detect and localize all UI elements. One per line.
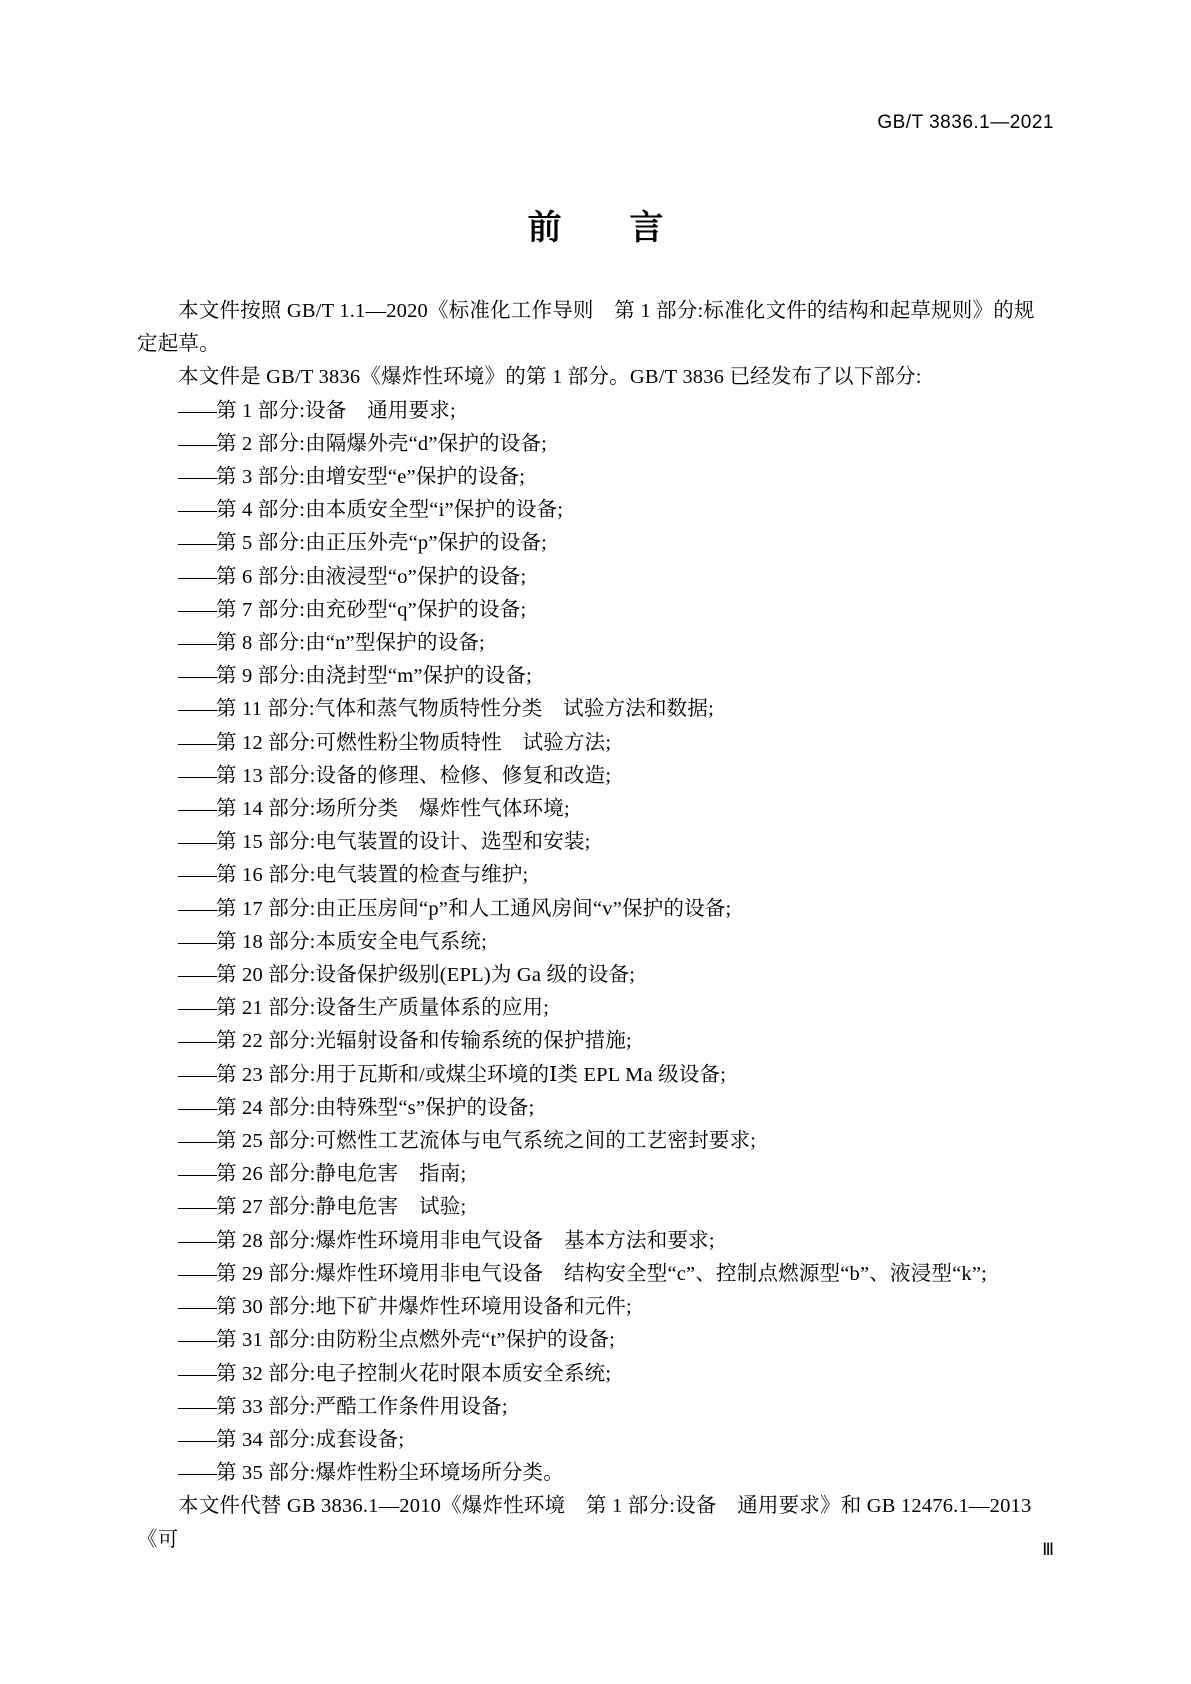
list-item xyxy=(137,594,1055,627)
list-item-label: 第 12 部分:可燃性粉尘物质特性 试验方法; xyxy=(216,731,612,754)
list-item xyxy=(137,627,1055,660)
list-dash: —— xyxy=(178,864,215,887)
list-dash: —— xyxy=(178,532,215,555)
list-item-label: 第 33 部分:严酷工作条件用设备; xyxy=(216,1395,508,1418)
list-dash: —— xyxy=(178,466,215,489)
list-dash: —— xyxy=(178,632,215,655)
list-item-label: 第 18 部分:本质安全电气系统; xyxy=(216,930,488,953)
list-dash: —— xyxy=(178,1130,215,1153)
list-dash: —— xyxy=(178,565,215,588)
list-item xyxy=(137,1025,1055,1058)
list-item xyxy=(137,693,1055,726)
list-dash: —— xyxy=(178,598,215,621)
list-item-label: 第 15 部分:电气装置的设计、选型和安装; xyxy=(216,831,591,854)
list-dash: —— xyxy=(178,1229,215,1252)
list-item xyxy=(137,561,1055,594)
list-item xyxy=(137,959,1055,992)
list-item xyxy=(137,1191,1055,1224)
paragraph-parts-intro: 本文件是 GB/T 3836《爆炸性环境》的第 1 部分。GB/T 3836 已经发布了以下部分: xyxy=(178,366,922,389)
list-item-label: 第 9 部分:由浇封型“m”保护的设备; xyxy=(216,665,533,688)
list-dash: —— xyxy=(178,1163,215,1186)
list-item-label: 第 1 部分:设备 通用要求; xyxy=(216,399,456,422)
list-dash: —— xyxy=(178,1030,215,1053)
page-header-standard-code: GB/T 3836.1—2021 xyxy=(877,112,1054,133)
list-item xyxy=(137,660,1055,693)
page-number: Ⅲ xyxy=(1042,1540,1054,1559)
list-item-label: 第 34 部分:成套设备; xyxy=(216,1428,405,1451)
list-dash: —— xyxy=(178,930,215,953)
list-dash: —— xyxy=(178,432,215,455)
list-item-label: 第 26 部分:静电危害 指南; xyxy=(216,1163,467,1186)
list-item xyxy=(137,859,1055,892)
list-item xyxy=(137,727,1055,760)
list-item xyxy=(137,461,1055,494)
list-dash: —— xyxy=(178,499,215,522)
list-item-label: 第 14 部分:场所分类 爆炸性气体环境; xyxy=(216,798,570,821)
list-item xyxy=(137,395,1055,428)
list-item-label: 第 24 部分:由特殊型“s”保护的设备; xyxy=(216,1096,535,1119)
list-item xyxy=(137,893,1055,926)
list-item-label: 第 30 部分:地下矿井爆炸性环境用设备和元件; xyxy=(216,1296,632,1319)
list-item-label: 第 8 部分:由“n”型保护的设备; xyxy=(216,632,485,655)
list-item xyxy=(137,1324,1055,1357)
list-dash: —— xyxy=(178,831,215,854)
list-dash: —— xyxy=(178,1462,215,1485)
list-item-label: 第 17 部分:由正压房间“p”和人工通风房间“v”保护的设备; xyxy=(216,897,732,920)
list-item xyxy=(137,1457,1055,1490)
list-item xyxy=(137,1358,1055,1391)
list-item xyxy=(137,1258,1055,1291)
list-item-label: 第 25 部分:可燃性工艺流体与电气系统之间的工艺密封要求; xyxy=(216,1130,757,1153)
list-item xyxy=(137,760,1055,793)
foreword-content xyxy=(137,295,1055,1557)
list-item xyxy=(137,1125,1055,1158)
list-dash: —— xyxy=(178,1428,215,1451)
list-dash: —— xyxy=(178,897,215,920)
list-item xyxy=(137,826,1055,859)
list-item-label: 第 31 部分:由防粉尘点燃外壳“t”保护的设备; xyxy=(216,1329,616,1352)
list-item xyxy=(137,527,1055,560)
list-item xyxy=(137,1291,1055,1324)
list-item xyxy=(137,1158,1055,1191)
list-item xyxy=(137,926,1055,959)
list-item-label: 第 7 部分:由充砂型“q”保护的设备; xyxy=(216,598,527,621)
list-item-label: 第 16 部分:电气装置的检查与维护; xyxy=(216,864,529,887)
list-dash: —— xyxy=(178,798,215,821)
paragraph-scope-basis: 本文件按照 GB/T 1.1—2020《标准化工作导则 第 1 部分:标准化文件的结构和起草规则》的规定起草。 xyxy=(137,300,1035,356)
list-dash: —— xyxy=(178,1096,215,1119)
list-dash: —— xyxy=(178,1262,215,1285)
list-dash: —— xyxy=(178,665,215,688)
list-dash: —— xyxy=(178,997,215,1020)
list-dash: —— xyxy=(178,1329,215,1352)
list-item-label: 第 13 部分:设备的修理、检修、修复和改造; xyxy=(216,764,612,787)
list-item-label: 第 20 部分:设备保护级别(EPL)为 Ga 级的设备; xyxy=(216,964,636,987)
paragraph-replacement: 本文件代替 GB 3836.1—2010《爆炸性环境 第 1 部分:设备 通用要求》和 GB 12476.1—2013《可 xyxy=(137,1495,1032,1551)
list-item-label: 第 11 部分:气体和蒸气物质特性分类 试验方法和数据; xyxy=(216,698,714,721)
list-item-label: 第 2 部分:由隔爆外壳“d”保护的设备; xyxy=(216,432,548,455)
list-item-label: 第 35 部分:爆炸性粉尘环境场所分类。 xyxy=(216,1462,564,1485)
list-dash: —— xyxy=(178,1196,215,1219)
list-item-label: 第 3 部分:由增安型“e”保护的设备; xyxy=(216,466,526,489)
list-item xyxy=(137,1225,1055,1258)
list-dash: —— xyxy=(178,1296,215,1319)
list-item xyxy=(137,793,1055,826)
list-dash: —— xyxy=(178,964,215,987)
list-dash: —— xyxy=(178,1395,215,1418)
page-title: 前 言 xyxy=(527,208,692,248)
list-dash: —— xyxy=(178,731,215,754)
list-item-label: 第 23 部分:用于瓦斯和/或煤尘环境的Ⅰ类 EPL Ma 级设备; xyxy=(216,1063,727,1086)
list-dash: —— xyxy=(178,399,215,422)
list-item xyxy=(137,1092,1055,1125)
list-item-label: 第 29 部分:爆炸性环境用非电气设备 结构安全型“c”、控制点燃源型“b”、液浸型“k”; xyxy=(216,1262,988,1285)
list-item xyxy=(137,1424,1055,1457)
list-item-label: 第 32 部分:电子控制火花时限本质安全系统; xyxy=(216,1362,612,1385)
list-dash: —— xyxy=(178,698,215,721)
list-item xyxy=(137,428,1055,461)
list-item xyxy=(137,992,1055,1025)
list-dash: —— xyxy=(178,764,215,787)
list-item-label: 第 4 部分:由本质安全型“i”保护的设备; xyxy=(216,499,564,522)
list-dash: —— xyxy=(178,1063,215,1086)
list-item-label: 第 27 部分:静电危害 试验; xyxy=(216,1196,467,1219)
list-item xyxy=(137,1059,1055,1092)
list-item-label: 第 5 部分:由正压外壳“p”保护的设备; xyxy=(216,532,548,555)
list-item-label: 第 21 部分:设备生产质量体系的应用; xyxy=(216,997,550,1020)
list-item-label: 第 22 部分:光辐射设备和传输系统的保护措施; xyxy=(216,1030,632,1053)
list-item-label: 第 6 部分:由液浸型“o”保护的设备; xyxy=(216,565,527,588)
list-dash: —— xyxy=(178,1362,215,1385)
list-item xyxy=(137,1391,1055,1424)
list-item-label: 第 28 部分:爆炸性环境用非电气设备 基本方法和要求; xyxy=(216,1229,715,1252)
list-item xyxy=(137,494,1055,527)
